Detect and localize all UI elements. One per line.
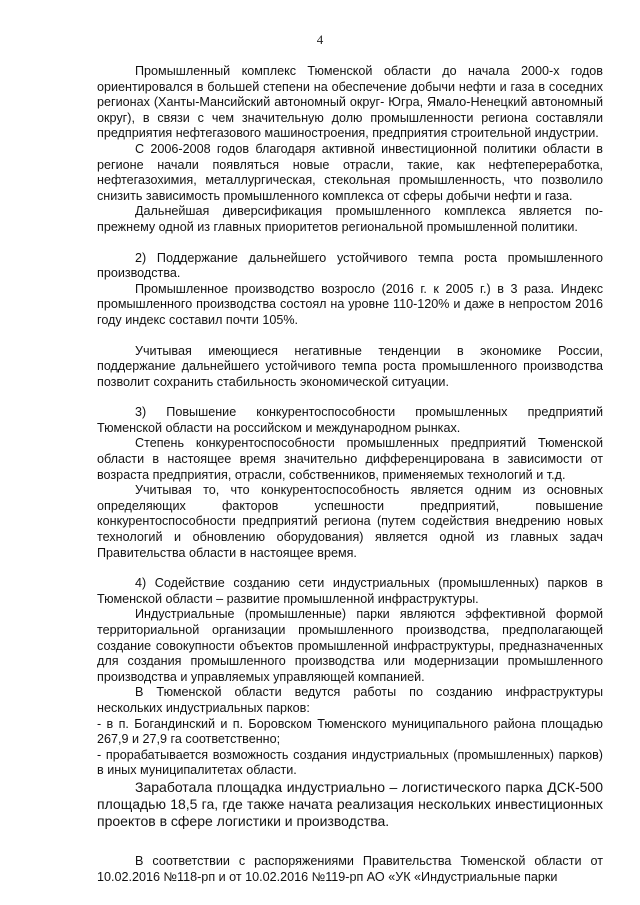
paragraph: Дальнейшая диверсификация промышленного комплекса является по-прежнему одной из главных приоритетов региональной промышленной политики. [97,204,603,234]
section-heading: 4) Содействие созданию сети индустриальных (промышленных) парков в Тюменской области – развитие промышленной инфраструктуры. [97,576,603,606]
paragraph: В Тюменской области ведутся работы по созданию инфраструктуры нескольких индустриальных парков: [97,685,603,715]
section-heading: 3) Повышение конкурентоспособности промышленных предприятий Тюменской области на российском и международном рынках. [97,405,603,435]
paragraph: Промышленное производство возросло (2016 г. к 2005 г.) в 3 раза. Индекс промышленного производства состоял на уровне 110-120% и даже в непростом 2016 году индекс составил почти 105%. [97,281,603,327]
paragraph: С 2006-2008 годов благодаря активной инвестиционной политики области в регионе начали появляться новые отрасли, такие, как нефтепереработка, нефтегазохимия, металлургическая, стекольная промышленность, что позволило снизить зависимость промышленного комплекса от сферы добычи нефти и газа. [97,141,603,203]
paragraph: Индустриальные (промышленные) парки являются эффективной формой территориальной организации промышленного производства, предполагающей создание совокупности объектов промышленной инфраструктуры, предназначенных для создания промышленного производства или модернизации промышленного производства и управляемых управляющей компанией. [97,607,603,684]
paragraph: В соответствии с распоряжениями Правительства Тюменской области от 10.02.2016 №118-рп и от 10.02.2016 №119-рп АО «УК «Индустриальные парки [97,853,603,884]
paragraph: Учитывая имеющиеся негативные тенденции в экономике России, поддержание дальнейшего устойчивого темпа роста промышленного производства позволит сохранить стабильность экономической ситуации. [97,343,603,389]
paragraph: Промышленный комплекс Тюменской области до начала 2000-х годов ориентировался в большей степени на обеспечение добычи нефти и газа в соседних регионах (Ханты-Мансийский автономный округ- Югра, Ямало-Ненецкий автономный округ), в связи с чем значительную долю промышленности региона составляли предприятия нефтегазового машиностроения, предприятия строительной индустрии. [97,64,603,141]
paragraph: Учитывая то, что конкурентоспособность является одним из основных определяющих факторов успешности предприятий, повышение конкурентоспособности предприятий региона (путем содействия внедрению новых технологий и обновлению оборудования) является одной из главных задач Правительства области в настоящее время. [97,483,603,560]
section-heading: 2) Поддержание дальнейшего устойчивого темпа роста промышленного производства. [97,250,603,281]
document-body [97,64,603,885]
highlight-paragraph: Заработала площадка индустриально – логистического парка ДСК-500 площадью 18,5 га, где также начата реализация нескольких инвестиционных проектов в сфере логистики и производства. [97,778,603,829]
list-item: - прорабатывается возможность создания индустриальных (промышленных) парков) в иных муниципалитетах области. [97,747,603,778]
page-number: 4 [316,32,324,47]
paragraph: Степень конкурентоспособности промышленных предприятий Тюменской области в настоящее время значительно дифференцирована в зависимости от возраста предприятия, отрасли, собственников, применяемых технологий и т.д. [97,436,603,482]
list-item: - в п. Богандинский и п. Боровском Тюменского муниципального района площадью 267,9 и 27,9 га соответственно; [97,716,603,747]
